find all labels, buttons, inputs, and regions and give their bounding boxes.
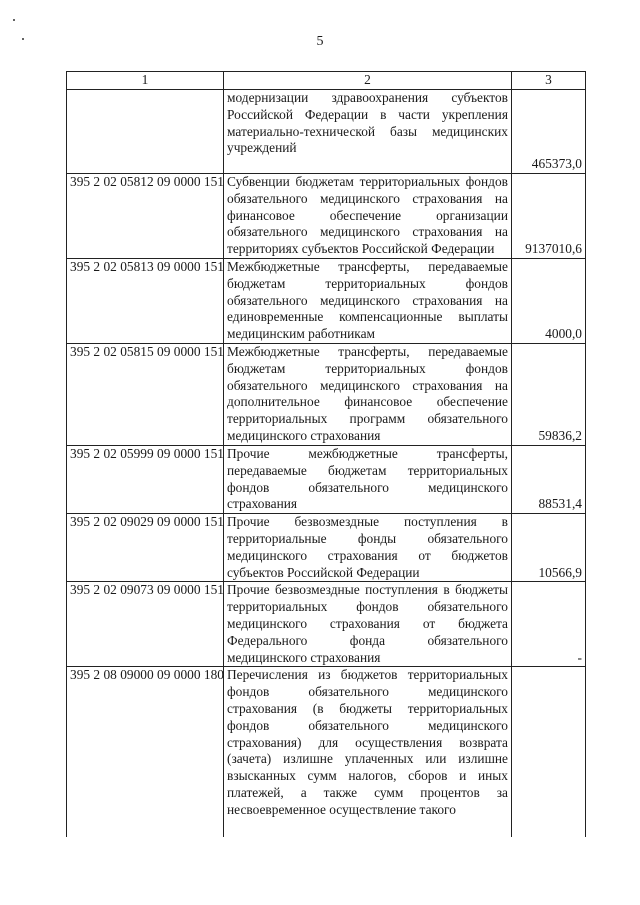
scan-speck	[13, 19, 15, 21]
table-header-row	[67, 72, 586, 90]
row-description: Межбюджетные трансферты, передаваемые бюджетам территориальных фондов обязательного медицинского страхования на единовременные компенсационные выплаты медицинским работникам	[224, 258, 512, 343]
row-description: Перечисления из бюджетов территориальных фондов обязательного медицинского страхования (в бюджеты территориальных фондов обязательного медицинского страхования) для осуществления возврата (зачета) излишне уплаченных или излишне взысканных сумм налогов, сборов и иных платежей, а также сумм процентов за несвоевременное осуществление такого	[224, 667, 512, 837]
row-amount: 88531,4	[512, 445, 586, 513]
row-code: 395 2 02 05812 09 0000 151	[67, 174, 224, 259]
row-description: Межбюджетные трансферты, передаваемые бюджетам территориальных фондов обязательного медицинского страхования на дополнительное финансовое обеспечение территориальных программ обязательного медицинского страхования	[224, 343, 512, 445]
row-description: Субвенции бюджетам территориальных фондов обязательного медицинского страхования на финансовое обеспечение организации обязательного медицинского страхования на территориях субъектов Российской Федерации	[224, 174, 512, 259]
row-code: 395 2 02 09029 09 0000 151	[67, 514, 224, 582]
table-row	[67, 258, 586, 343]
table-row	[67, 445, 586, 513]
row-amount: 4000,0	[512, 258, 586, 343]
page-number: 5	[316, 34, 324, 49]
row-description: модернизации здравоохранения субъектов Российской Федерации в части укрепления материально-технической базы медицинских учреждений	[224, 90, 512, 174]
row-amount: -	[512, 582, 586, 667]
row-amount	[512, 667, 586, 837]
row-description: Прочие межбюджетные трансферты, передаваемые бюджетам территориальных фондов обязательного медицинского страхования	[224, 445, 512, 513]
scan-speck	[22, 38, 24, 40]
budget-revenue-table	[66, 71, 586, 837]
row-description: Прочие безвозмездные поступления в бюджеты территориальных фондов обязательного медицинского страхования от бюджета Федерального фонда обязательного медицинского страхования	[224, 582, 512, 667]
row-amount: 59836,2	[512, 343, 586, 445]
row-code	[67, 90, 224, 174]
table-row	[67, 90, 586, 174]
row-code: 395 2 02 05999 09 0000 151	[67, 445, 224, 513]
row-amount: 465373,0	[512, 90, 586, 174]
column-header-2: 2	[224, 72, 512, 90]
table-row	[67, 343, 586, 445]
row-code: 395 2 02 09073 09 0000 151	[67, 582, 224, 667]
table-row	[67, 667, 586, 837]
row-amount: 10566,9	[512, 514, 586, 582]
column-header-1: 1	[67, 72, 224, 90]
row-description: Прочие безвозмездные поступления в территориальные фонды обязательного медицинского страхования от бюджетов субъектов Российской Федерации	[224, 514, 512, 582]
row-code: 395 2 02 05813 09 0000 151	[67, 258, 224, 343]
row-code: 395 2 08 09000 09 0000 180	[67, 667, 224, 837]
table-row	[67, 174, 586, 259]
row-amount: 9137010,6	[512, 174, 586, 259]
row-code: 395 2 02 05815 09 0000 151	[67, 343, 224, 445]
table-row	[67, 582, 586, 667]
table-row	[67, 514, 586, 582]
column-header-3: 3	[512, 72, 586, 90]
